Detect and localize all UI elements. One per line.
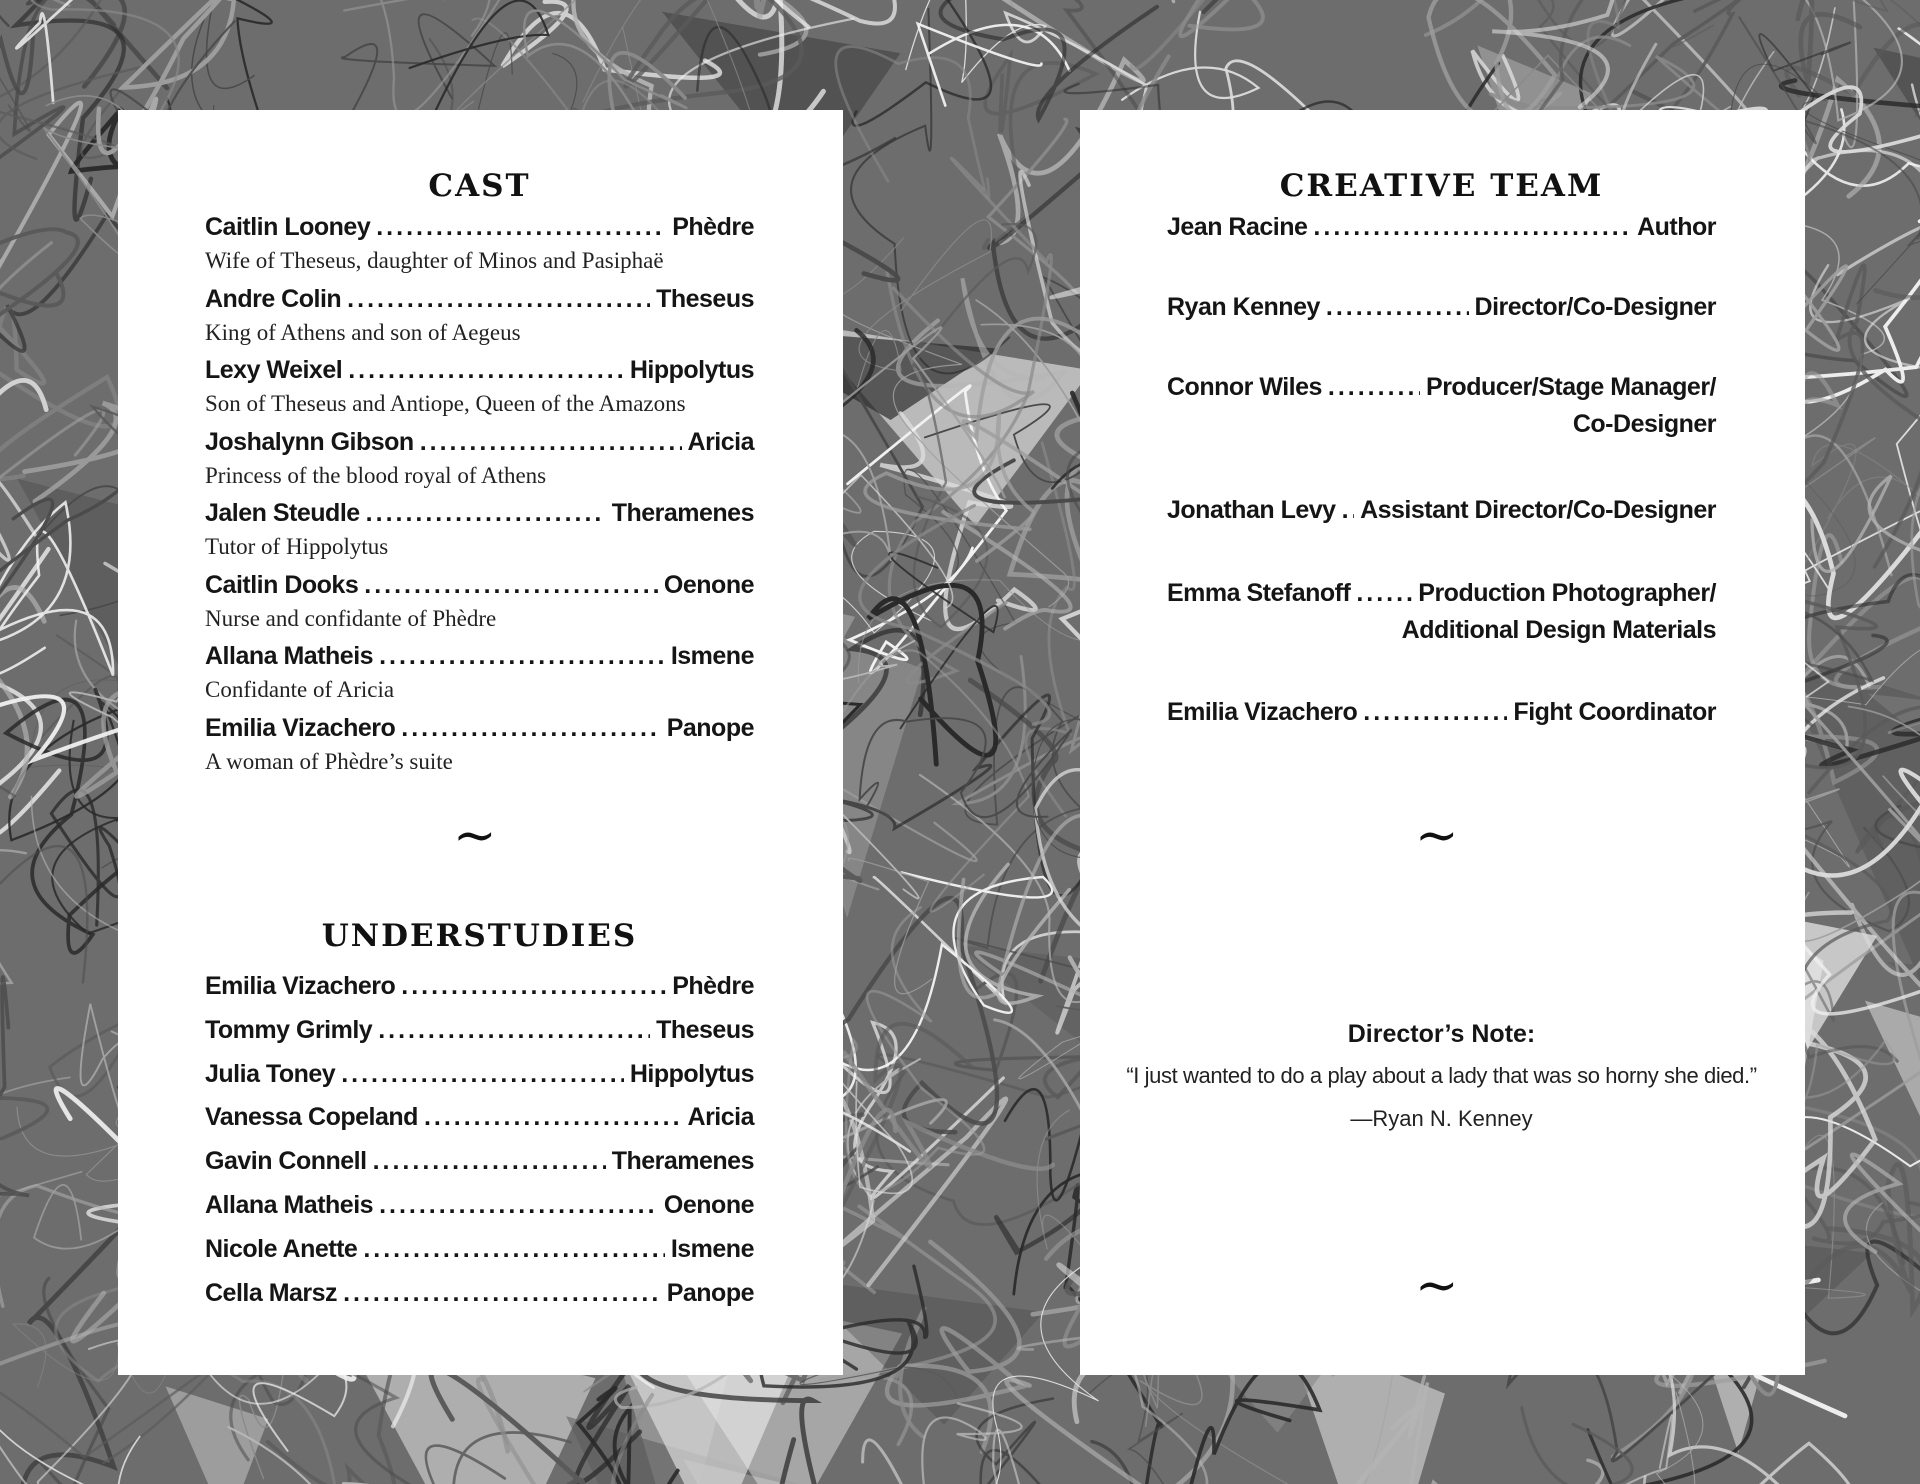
person-name: Caitlin Dooks [205, 570, 359, 599]
ornament-swash: ~ [1415, 1256, 1459, 1316]
dot-leader [1313, 213, 1631, 242]
creative-team-heading: CREATIVE TEAM [1279, 168, 1604, 204]
role-name: Theramenes [611, 1147, 754, 1176]
dot-leader [378, 1016, 650, 1045]
person-name: Jalen Steudle [205, 499, 360, 527]
dot-leader [420, 428, 682, 457]
ornament-swash: ~ [453, 806, 497, 866]
person-name: Allana Matheis [205, 642, 374, 670]
credit-row [205, 1103, 754, 1132]
person-name: Vanessa Copeland [205, 1103, 418, 1132]
role-name: Author [1637, 213, 1716, 241]
role-name: Assistant Director/Co-Designer [1360, 496, 1716, 524]
cast-heading: CAST [428, 168, 531, 204]
person-name: Gavin Connell [205, 1147, 367, 1176]
directors-note-quote: “I just wanted to do a play about a lady that was so horny she died.” [1126, 1063, 1757, 1088]
role-name: Hippolytus [629, 1059, 754, 1088]
dot-leader [401, 972, 666, 1001]
role-name: Phèdre [672, 972, 754, 1000]
understudies-heading: UNDERSTUDIES [321, 918, 638, 954]
role-name: Aricia [687, 427, 754, 456]
person-name: Andre Colin [205, 284, 342, 313]
character-description: Princess of the blood royal of Athens [205, 462, 547, 488]
person-name: Emilia Vizachero [205, 713, 396, 742]
credit-row [205, 213, 754, 242]
background-scribble [0, 1098, 47, 1197]
credit-row [1167, 293, 1716, 322]
role-name: Theseus [656, 284, 754, 313]
dot-leader [373, 1147, 606, 1176]
person-name: Cella Marsz [205, 1278, 338, 1307]
dot-leader [424, 1103, 682, 1132]
person-name: Emilia Vizachero [1167, 698, 1358, 726]
role-name: Oenone [663, 1191, 754, 1219]
background-scribble [1497, 1415, 1672, 1484]
credit-row [205, 285, 754, 314]
credit-row [1167, 213, 1716, 242]
dot-leader [348, 356, 624, 385]
person-name: Emma Stefanoff [1167, 579, 1351, 607]
role-name: Ismene [670, 642, 754, 670]
dot-leader [1356, 579, 1412, 608]
character-description: Wife of Theseus, daughter of Minos and Pasiphaë [205, 248, 664, 273]
character-description: Nurse and confidante of Phèdre [205, 605, 497, 631]
credit-row [1167, 373, 1716, 402]
role-name: Director/Co-Designer [1474, 293, 1716, 321]
dot-leader [1342, 496, 1355, 525]
person-name: Jean Racine [1167, 213, 1308, 241]
dot-leader [343, 1279, 661, 1308]
credit-row [205, 356, 754, 385]
credit-row [205, 714, 754, 743]
role-name: Hippolytus [629, 356, 754, 384]
role-name: Fight Coordinator [1513, 698, 1716, 726]
background-scribble [1163, 0, 1451, 2]
dot-leader [341, 1060, 624, 1089]
person-name: Allana Matheis [205, 1191, 374, 1219]
dot-leader [363, 1235, 665, 1264]
dot-leader [1328, 373, 1420, 402]
person-name: Ryan Kenney [1167, 293, 1320, 321]
dot-leader [364, 571, 658, 600]
credit-row [1167, 579, 1716, 608]
role-name: Production Photographer/ [1418, 579, 1716, 607]
directors-note-signature: —Ryan N. Kenney [1350, 1106, 1533, 1131]
person-name: Joshalynn Gibson [205, 427, 414, 456]
character-description: Son of Theseus and Antiope, Queen of the Amazons [205, 391, 686, 416]
dot-leader [366, 499, 606, 528]
ornament-swash: ~ [1415, 806, 1459, 866]
dot-leader [401, 714, 660, 743]
right-program-page [1080, 110, 1805, 1375]
background-scribble [0, 243, 104, 513]
role-name: Aricia [687, 1103, 754, 1132]
credit-row [205, 1147, 754, 1176]
background-scribble [1588, 1430, 1718, 1484]
person-name: Nicole Anette [205, 1234, 358, 1263]
role-continuation: Additional Design Materials [1401, 616, 1716, 644]
role-name: Ismene [670, 1234, 754, 1263]
person-name: Connor Wiles [1167, 373, 1322, 401]
credit-row [205, 1191, 754, 1220]
credit-row [205, 571, 754, 600]
dot-leader [1363, 698, 1507, 727]
character-description: A woman of Phèdre’s suite [205, 748, 453, 774]
character-description: Confidante of Aricia [205, 677, 395, 702]
dot-leader [379, 1191, 658, 1220]
role-name: Phèdre [672, 213, 754, 241]
character-description: King of Athens and son of Aegeus [205, 319, 521, 345]
credit-row [205, 642, 754, 671]
person-name: Jonathan Levy [1167, 496, 1336, 524]
person-name: Julia Toney [205, 1059, 336, 1088]
credit-row [205, 972, 754, 1001]
dot-leader [1326, 293, 1469, 322]
credit-row [1167, 698, 1716, 727]
directors-note-title: Director’s Note: [1347, 1020, 1536, 1048]
role-name: Panope [666, 1278, 754, 1307]
role-name: Panope [666, 713, 754, 742]
character-description: Tutor of Hippolytus [205, 534, 389, 559]
person-name: Tommy Grimly [205, 1015, 373, 1044]
role-name: Oenone [663, 570, 754, 599]
credit-row [205, 428, 754, 457]
background-scribble [1005, 1089, 1084, 1200]
dot-leader [347, 285, 650, 314]
credit-row [205, 1016, 754, 1045]
credit-row [205, 1279, 754, 1308]
dot-leader [379, 642, 665, 671]
credit-row [205, 1235, 754, 1264]
background-scribble [0, 977, 29, 1338]
left-program-page [118, 110, 843, 1375]
role-name: Producer/Stage Manager/ [1426, 373, 1716, 401]
person-name: Lexy Weixel [205, 356, 343, 384]
role-continuation: Co-Designer [1572, 410, 1716, 438]
role-name: Theramenes [611, 499, 754, 527]
credit-row [205, 499, 754, 528]
person-name: Emilia Vizachero [205, 972, 396, 1000]
credit-row [1167, 496, 1716, 525]
person-name: Caitlin Looney [205, 213, 371, 241]
role-name: Theseus [656, 1015, 754, 1044]
dot-leader [376, 213, 666, 242]
background-scribble [16, 0, 285, 103]
credit-row [205, 1060, 754, 1089]
